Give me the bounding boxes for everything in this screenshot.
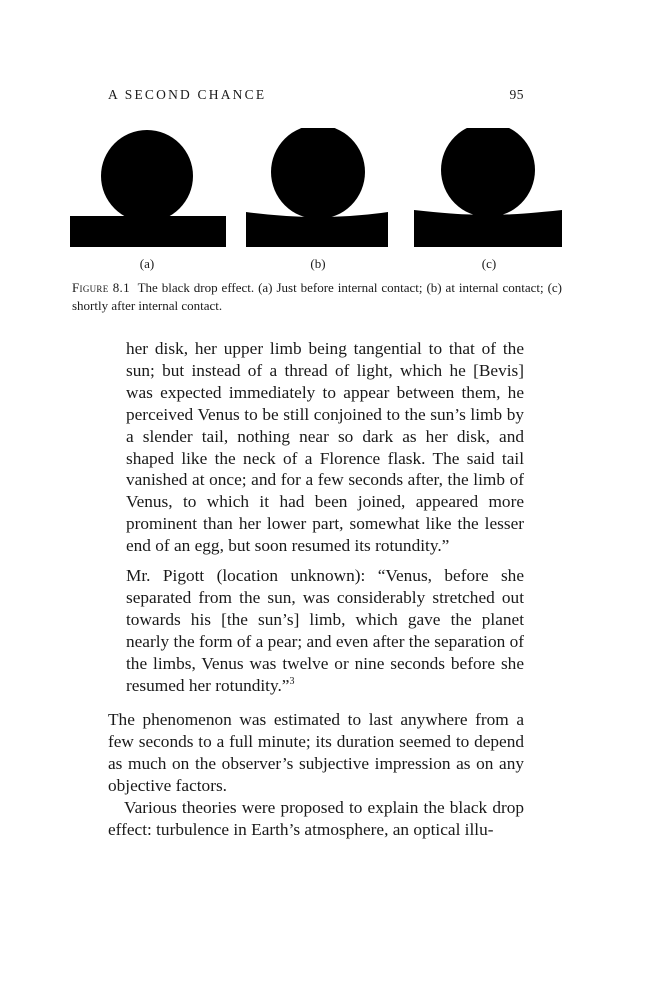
- panel-label-c: (c): [481, 256, 497, 271]
- panel-label-b: (b): [310, 256, 326, 271]
- block-quote: [126, 338, 524, 697]
- body-paragraph: The phenomenon was estimated to last anywhere from a few seconds to a full minute; its duration seemed to depend as much on the observer’s subjective impression as on any objective factors.: [108, 710, 524, 795]
- running-head-title: A SECOND CHANCE: [108, 87, 267, 102]
- panel-label-a: (a): [139, 256, 155, 271]
- figure-caption-text: The black drop effect. (a) Just before internal contact; (b) at internal contact; (c) shortly after internal contact.: [72, 280, 563, 313]
- figure-caption-label: Figure 8.1: [72, 280, 130, 295]
- quote-paragraph-text: Mr. Pigott (location unknown): “Venus, before she separated from the sun, was considerably stretched out towards his [the sun’s] limb, which gave the planet nearly the form of a pear; and even after the separation of the limbs, Venus was twelve or nine seconds before she resumed her rotundity.”: [126, 566, 524, 695]
- footnote-reference: 3: [289, 675, 295, 687]
- quote-paragraph: [126, 565, 524, 696]
- page-number: 95: [509, 87, 524, 102]
- panel-c-illustration: [414, 128, 562, 247]
- panel-a-illustration: [70, 130, 226, 247]
- black-drop-figure: [70, 128, 562, 250]
- body-paragraph: Various theories were proposed to explain the black drop effect: turbulence in Earth’s atmosphere, an optical illu-: [108, 797, 524, 839]
- body-text: [108, 709, 524, 840]
- figure-caption: [72, 279, 562, 315]
- quote-paragraph: her disk, her upper limb being tangential to that of the sun; but instead of a thread of light, which he [Bevis] was expected immediately to appear between them, he perceived Venus to be still conjoined to the sun’s limb by a slender tail, nothing near so dark as her disk, and shaped like the neck of a Florence flask. The said tail vanished at once; and for a few seconds after, the limb of Venus, to which it had been joined, appeared more prominent than her lower part, somewhat like the lesser end of an egg, but soon resumed its rotundity.”: [126, 339, 524, 556]
- panel-b-illustration: [246, 128, 388, 247]
- running-head: [108, 87, 524, 103]
